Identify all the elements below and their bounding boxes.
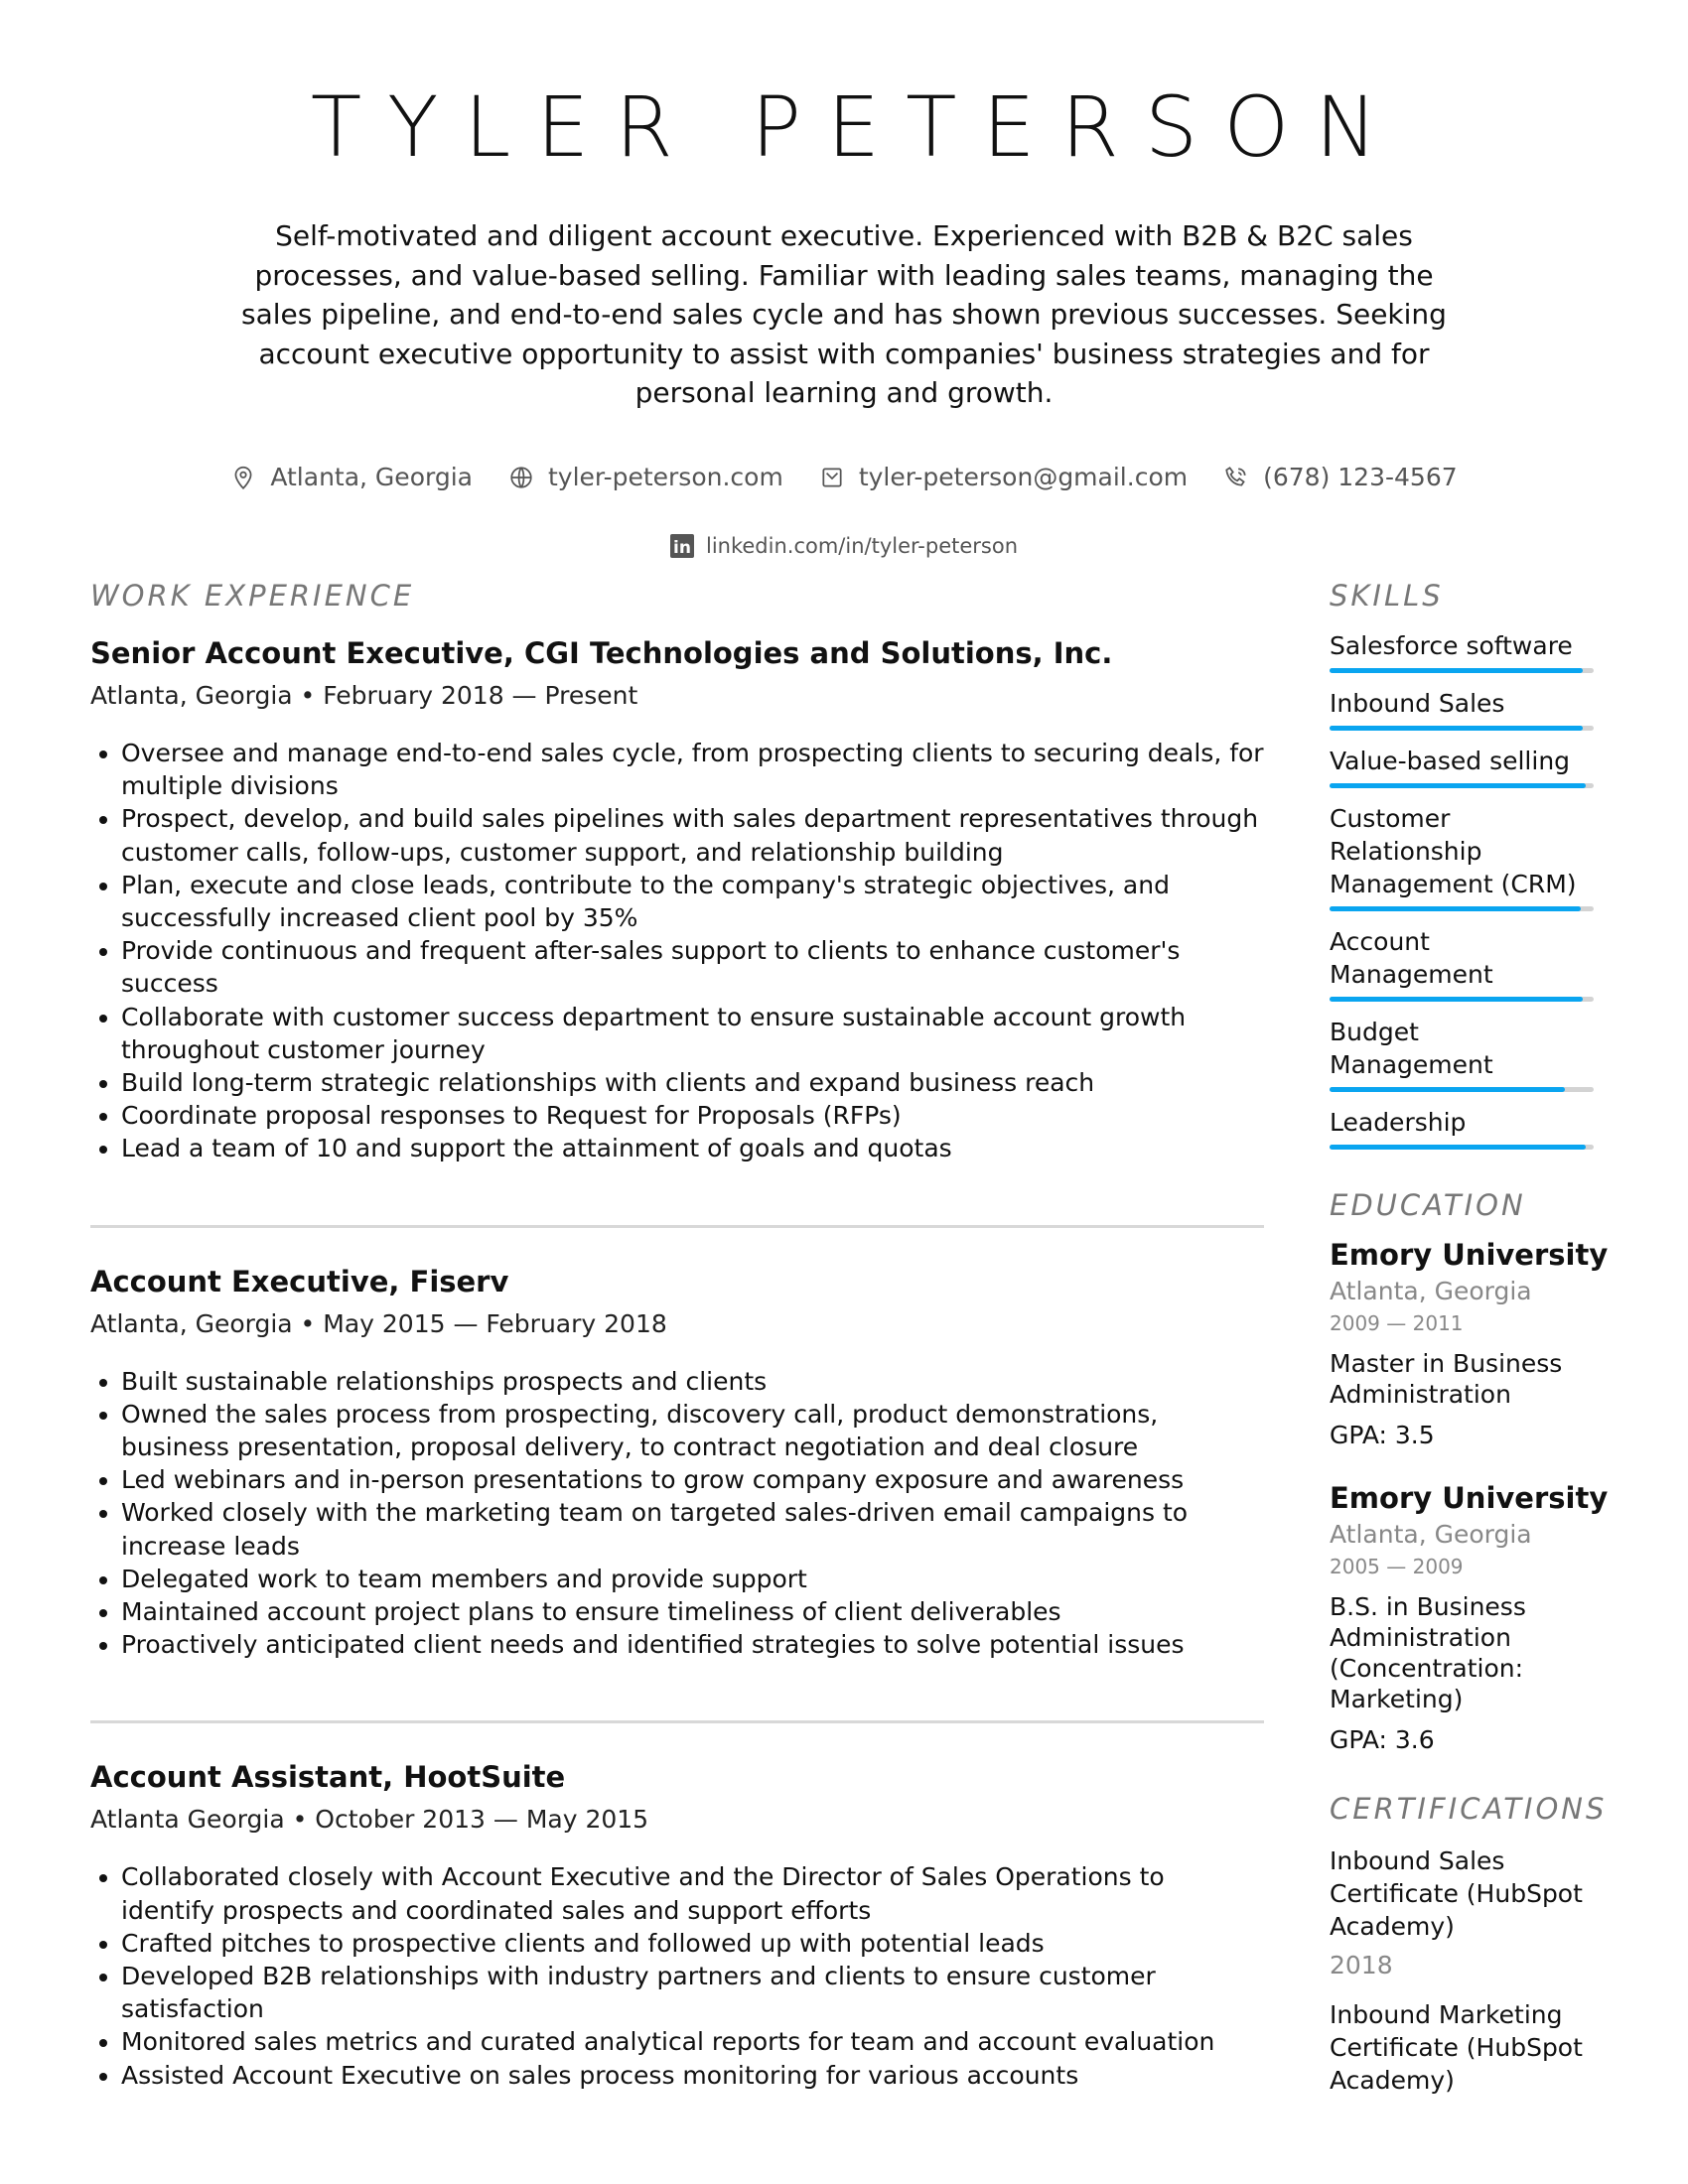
bullet: • Assisted Account Executive on sales process monitoring for various accounts xyxy=(121,2059,1264,2092)
degree: B.S. in Business Administration (Concentration: Marketing) xyxy=(1330,1592,1526,1713)
certification-entry xyxy=(1330,1844,1618,1982)
skill-bar xyxy=(1330,668,1594,673)
skill-bar-fill xyxy=(1330,668,1583,673)
summary: Self-motivated and diligent account executive. Experienced with B2B & B2C sales processes, and value-based selling. Familiar with leading sales teams, managing the sales pipeline, and end-to-end sales cycle and has shown previous successes. Seeking account executive opportunity to assist with companies' business strategies and for personal learning and growth. xyxy=(241,219,1447,409)
school-name: Emory University xyxy=(1330,1238,1609,1272)
bullet: • Delegated work to team members and provide support xyxy=(121,1563,1264,1595)
bullet: • Lead a team of 10 and support the attainment of goals and quotas xyxy=(121,1132,1264,1164)
mail-icon xyxy=(819,465,845,490)
contact-location xyxy=(230,463,473,491)
certification-entry xyxy=(1330,1998,1618,2097)
phone-text: (678) 123-4567 xyxy=(1263,463,1458,491)
skill-bar xyxy=(1330,726,1594,731)
job-meta: Atlanta, Georgia • February 2018 — Present xyxy=(90,681,638,710)
bullet: • Collaborate with customer success department to ensure sustainable account growth throughout customer journey xyxy=(121,1001,1264,1066)
skill-item xyxy=(1330,1106,1618,1150)
phone-icon xyxy=(1223,465,1249,490)
skill-bar xyxy=(1330,997,1594,1002)
skill-item xyxy=(1330,1016,1618,1092)
education-entry xyxy=(1330,1478,1618,1755)
contact-email[interactable] xyxy=(819,463,1188,491)
bullet: • Oversee and manage end-to-end sales cycle, from prospecting clients to securing deals, for multiple divisions xyxy=(121,737,1264,802)
skill-bar-fill xyxy=(1330,906,1581,911)
certification-year: 2018 xyxy=(1330,1951,1393,1979)
bullet: • Prospect, develop, and build sales pipelines with sales department representatives through customer calls, follow-ups, customer support, and relationship building xyxy=(121,802,1264,868)
skill-bar-fill xyxy=(1330,726,1583,731)
website-link[interactable]: tyler-peterson.com xyxy=(547,463,783,491)
bullet: • Crafted pitches to prospective clients and followed up with potential leads xyxy=(121,1927,1264,1960)
section-title-certifications: CERTIFICATIONS xyxy=(1330,1792,1608,1826)
job-bullets xyxy=(90,1860,1264,2091)
sidebar xyxy=(1330,576,1618,2097)
linkedin-link[interactable]: linkedin.com/in/tyler-peterson xyxy=(705,534,1019,558)
section-title-skills: SKILLS xyxy=(1330,579,1444,613)
bullet: • Build long-term strategic relationships with clients and expand business reach xyxy=(121,1066,1264,1099)
skill-label: Inbound Sales xyxy=(1330,689,1505,718)
linkedin-icon: in xyxy=(670,534,694,558)
candidate-name: TYLER PETERSON xyxy=(310,78,1404,176)
work-experience-section xyxy=(90,576,1264,2092)
contact-phone[interactable] xyxy=(1223,463,1458,491)
bullet: • Developed B2B relationships with industry partners and clients to ensure customer satisfaction xyxy=(121,1960,1264,2025)
skill-item xyxy=(1330,687,1618,731)
contact-website[interactable] xyxy=(508,463,783,491)
skill-bar xyxy=(1330,1145,1594,1150)
school-location: Atlanta, Georgia xyxy=(1330,1520,1532,1549)
skills-list xyxy=(1330,629,1618,1150)
bullet: • Plan, execute and close leads, contribute to the company's strategic objectives, and successfully increased client pool by 35% xyxy=(121,869,1264,934)
skill-bar-fill xyxy=(1330,783,1586,788)
skill-label: Leadership xyxy=(1330,1108,1467,1137)
divider xyxy=(90,1225,1264,1228)
school-name: Emory University xyxy=(1330,1481,1609,1515)
gpa: GPA: 3.5 xyxy=(1330,1421,1435,1449)
skill-label: Account Management xyxy=(1330,927,1493,989)
contact-linkedin[interactable] xyxy=(0,534,1688,558)
gpa: GPA: 3.6 xyxy=(1330,1725,1435,1754)
job-title: Account Executive, Fiserv xyxy=(90,1264,509,1298)
contact-row xyxy=(0,463,1688,491)
bullet: • Monitored sales metrics and curated analytical reports for team and account evaluation xyxy=(121,2025,1264,2058)
job-meta: Atlanta, Georgia • May 2015 — February 2018 xyxy=(90,1308,667,1338)
bullet: • Maintained account project plans to ensure timeliness of client deliverables xyxy=(121,1595,1264,1628)
bullet: • Led webinars and in-person presentations to grow company exposure and awareness xyxy=(121,1463,1264,1496)
job-meta: Atlanta Georgia • October 2013 — May 2015 xyxy=(90,1805,649,1835)
bullet: • Worked closely with the marketing team on targeted sales-driven email campaigns to increase leads xyxy=(121,1496,1264,1562)
certification-name: Inbound Sales Certificate (HubSpot Academy) xyxy=(1330,1846,1583,1941)
job-entry xyxy=(90,633,1264,1165)
skill-bar xyxy=(1330,1087,1594,1092)
skill-label: Customer Relationship Management (CRM) xyxy=(1330,804,1577,898)
bullet: • Coordinate proposal responses to Request for Proposals (RFPs) xyxy=(121,1099,1264,1132)
bullet: • Owned the sales process from prospecting, discovery call, product demonstrations, business presentation, proposal delivery, to contract negotiation and deal closure xyxy=(121,1398,1264,1463)
skill-item xyxy=(1330,925,1618,1002)
job-bullets xyxy=(90,737,1264,1165)
bullet: • Collaborated closely with Account Executive and the Director of Sales Operations to identify prospects and coordinated sales and support efforts xyxy=(121,1860,1264,1926)
email-link[interactable]: tyler-peterson@gmail.com xyxy=(858,463,1189,491)
skill-bar-fill xyxy=(1330,1145,1586,1150)
job-entry xyxy=(90,1262,1264,1662)
location-text: Atlanta, Georgia xyxy=(270,463,473,491)
section-title-education: EDUCATION xyxy=(1330,1188,1526,1222)
school-location: Atlanta, Georgia xyxy=(1330,1277,1532,1305)
school-dates: 2005 — 2009 xyxy=(1330,1555,1464,1578)
degree: Master in Business Administration xyxy=(1330,1349,1563,1409)
skill-label: Value-based selling xyxy=(1330,747,1571,775)
section-title-work: WORK EXPERIENCE xyxy=(90,579,415,613)
divider xyxy=(90,1720,1264,1723)
job-bullets xyxy=(90,1365,1264,1662)
skill-bar-fill xyxy=(1330,997,1583,1002)
skill-bar-fill xyxy=(1330,1087,1565,1092)
skill-label: Budget Management xyxy=(1330,1018,1493,1079)
job-title: Account Assistant, HootSuite xyxy=(90,1760,566,1795)
skill-item xyxy=(1330,802,1618,911)
certification-name: Inbound Marketing Certificate (HubSpot Academy) xyxy=(1330,2000,1583,2095)
bullet: • Built sustainable relationships prospects and clients xyxy=(121,1365,1264,1398)
globe-icon xyxy=(508,465,534,490)
skill-item xyxy=(1330,629,1618,673)
job-entry xyxy=(90,1757,1264,2091)
bullet: • Provide continuous and frequent after-sales support to clients to enhance customer's success xyxy=(121,934,1264,1000)
job-title: Senior Account Executive, CGI Technologies and Solutions, Inc. xyxy=(90,636,1113,670)
skill-item xyxy=(1330,745,1618,788)
bullet: • Proactively anticipated client needs and identified strategies to solve potential issues xyxy=(121,1628,1264,1661)
school-dates: 2009 — 2011 xyxy=(1330,1311,1464,1335)
skill-bar xyxy=(1330,906,1594,911)
skill-label: Salesforce software xyxy=(1330,631,1573,660)
skill-bar xyxy=(1330,783,1594,788)
map-pin-icon xyxy=(230,465,256,490)
education-entry xyxy=(1330,1235,1618,1450)
